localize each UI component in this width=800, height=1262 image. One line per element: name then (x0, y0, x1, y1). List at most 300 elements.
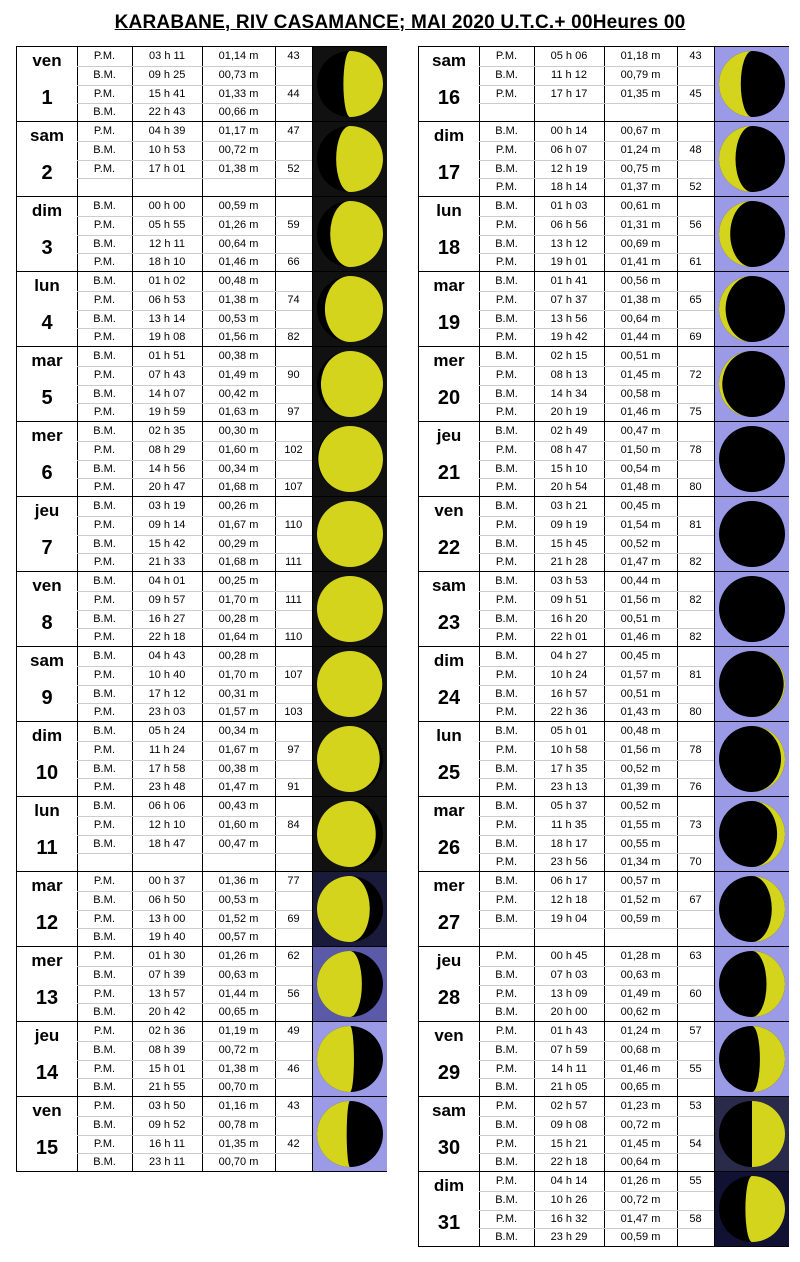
tide-type: B.M. (495, 1081, 518, 1094)
tide-time: 06 h 53 (148, 293, 186, 306)
tide-type: P.M. (495, 593, 518, 606)
tide-type: B.M. (495, 687, 518, 700)
moon-phase-icon (715, 197, 789, 271)
tide-type: P.M. (495, 631, 518, 644)
tide-time: 09 h 51 (550, 593, 588, 606)
tide-type: B.M. (495, 1231, 518, 1244)
tide-type: B.M. (93, 462, 116, 475)
tide-coefficient: 110 (284, 518, 303, 531)
tide-time: 12 h 11 (149, 237, 185, 250)
tide-height: 01,24 m (620, 143, 661, 156)
tide-type: P.M. (495, 1100, 518, 1112)
day-block (17, 197, 387, 272)
tide-coefficient (275, 610, 312, 628)
tide-coefficient: 43 (287, 50, 300, 62)
tide-type: B.M. (93, 425, 116, 437)
day-name: mer (433, 876, 465, 895)
tide-time: 07 h 39 (148, 968, 186, 981)
tide-time: 17 h 01 (148, 162, 186, 175)
tide-height: 00,47 m (620, 425, 661, 437)
tide-height: 01,67 m (218, 518, 259, 531)
tide-height: 01,17 m (218, 125, 259, 137)
tide-time: 03 h 50 (148, 1100, 186, 1112)
tide-height: 01,44 m (218, 987, 259, 1000)
tide-time: 02 h 35 (148, 425, 186, 437)
tide-height: 00,62 m (620, 1006, 661, 1019)
tide-coefficient: 80 (689, 706, 702, 719)
tide-type: P.M. (93, 875, 116, 887)
tide-coefficient (275, 891, 312, 909)
tide-type: P.M. (93, 1137, 116, 1150)
tide-type: P.M. (93, 162, 116, 175)
tide-type: P.M. (495, 368, 518, 381)
tide-time: 23 h 48 (148, 781, 186, 794)
tide-height: 00,70 m (218, 1081, 259, 1094)
day-number: 18 (437, 237, 461, 259)
tide-type: B.M. (93, 537, 116, 550)
tide-coefficient (275, 1078, 312, 1096)
tide-coefficient (677, 103, 714, 121)
tide-time: 10 h 24 (550, 668, 588, 681)
day-block (17, 1097, 387, 1172)
moon-lit-area (752, 1101, 785, 1167)
tide-time: 04 h 01 (148, 575, 186, 587)
day-block (419, 1172, 789, 1247)
tide-coefficient: 84 (287, 818, 300, 831)
tide-type: P.M. (495, 518, 518, 531)
tide-type: B.M. (93, 893, 116, 906)
day-number: 6 (41, 462, 53, 484)
tide-height: 01,45 m (620, 1137, 661, 1150)
tide-coefficient: 46 (287, 1062, 300, 1075)
tide-height: 01,46 m (620, 406, 661, 419)
tide-type: B.M. (495, 312, 518, 325)
tide-coefficient: 73 (689, 818, 702, 831)
tide-type (77, 178, 132, 196)
tide-type: P.M. (495, 50, 518, 62)
tide-height: 01,68 m (218, 556, 259, 569)
tide-time: 06 h 56 (550, 218, 588, 231)
tide-type: P.M. (93, 1062, 116, 1075)
day-number: 10 (35, 762, 59, 784)
tide-height: 01,38 m (218, 293, 259, 306)
moon-phase-icon (715, 872, 789, 946)
tide-coefficient: 60 (689, 987, 702, 1000)
tide-time: 02 h 49 (550, 425, 588, 437)
tide-height: 01,34 m (620, 856, 661, 869)
day-name: dim (433, 1176, 465, 1195)
tide-time: 01 h 02 (148, 275, 186, 287)
day-block (17, 422, 387, 497)
tide-coefficient (677, 66, 714, 84)
tide-height: 00,52 m (620, 762, 661, 775)
tide-height: 01,60 m (218, 818, 259, 831)
moon-phase-icon (715, 47, 789, 121)
tide-type: P.M. (93, 631, 116, 644)
tide-height: 01,16 m (218, 1100, 259, 1112)
tide-coefficient (677, 835, 714, 853)
tide-height: 01,35 m (218, 1137, 259, 1150)
moon-lit-area (336, 126, 383, 192)
day-block (419, 197, 789, 272)
moon-phase-icon (313, 497, 387, 571)
tide-coefficient (275, 141, 312, 159)
tide-height: 00,28 m (218, 612, 259, 625)
tide-height: 00,29 m (218, 537, 259, 550)
tide-height: 00,72 m (218, 143, 259, 156)
tide-type: P.M. (93, 256, 116, 269)
tide-height: 00,57 m (620, 875, 661, 887)
tide-coefficient: 45 (689, 87, 702, 100)
day-block (17, 647, 387, 722)
tide-type: P.M. (93, 950, 116, 962)
tide-time: 17 h 17 (550, 87, 588, 100)
tide-height: 00,59 m (620, 1231, 661, 1244)
tide-coefficient: 70 (689, 856, 702, 869)
tide-coefficient (275, 310, 312, 328)
moon-lit-area (318, 426, 383, 492)
tide-coefficient (275, 1041, 312, 1059)
tide-height: 00,72 m (620, 1118, 661, 1131)
tide-time: 02 h 15 (550, 350, 588, 362)
tide-time: 15 h 42 (148, 537, 186, 550)
moon-phase-icon (715, 347, 789, 421)
moon-lit-area (321, 351, 383, 417)
tide-type: B.M. (93, 500, 116, 512)
tide-time: 14 h 11 (551, 1062, 587, 1075)
tide-time: 19 h 01 (550, 256, 588, 269)
tide-type: P.M. (495, 1025, 518, 1037)
tide-coefficient (677, 422, 714, 440)
tide-coefficient: 107 (284, 668, 303, 681)
tide-type: B.M. (495, 575, 518, 587)
tide-type: B.M. (495, 387, 518, 400)
tide-height: 01,31 m (620, 218, 661, 231)
tide-coefficient: 48 (689, 143, 702, 156)
moon-lit-area (317, 726, 380, 792)
day-number: 21 (437, 462, 461, 484)
day-number: 13 (35, 987, 59, 1009)
day-block (17, 947, 387, 1022)
tide-height: 01,56 m (620, 593, 661, 606)
tide-height: 01,60 m (218, 443, 259, 456)
moon-phase-icon (715, 647, 789, 721)
tide-coefficient: 67 (689, 893, 702, 906)
tide-coefficient: 57 (689, 1025, 702, 1037)
moon-phase-icon (715, 422, 789, 496)
day-name: dim (31, 201, 63, 220)
tide-time: 08 h 13 (550, 368, 588, 381)
tide-coefficient (275, 1003, 312, 1021)
tide-type: B.M. (495, 725, 518, 737)
tide-height: 01,45 m (620, 368, 661, 381)
day-name: ven (32, 51, 62, 70)
tide-coefficient: 81 (689, 668, 702, 681)
tide-type: P.M. (93, 706, 116, 719)
tide-time: 13 h 14 (148, 312, 186, 325)
tide-time: 04 h 39 (148, 125, 186, 137)
day-name: mer (433, 351, 465, 370)
tide-height: 01,47 m (620, 1212, 661, 1225)
tide-height: 00,28 m (218, 650, 259, 662)
tide-height: 01,44 m (620, 331, 661, 344)
tide-time: 15 h 01 (148, 1062, 186, 1075)
tide-time: 11 h 35 (551, 818, 587, 831)
tide-height: 01,47 m (218, 781, 259, 794)
tide-type: P.M. (495, 331, 518, 344)
tide-time: 16 h 11 (149, 1137, 185, 1150)
tide-height: 01,39 m (620, 781, 661, 794)
tide-type: P.M. (495, 87, 518, 100)
moon-phase-icon (313, 197, 387, 271)
tide-coefficient: 59 (287, 218, 300, 231)
tide-type: P.M. (93, 781, 116, 794)
tide-height: 00,51 m (620, 350, 661, 362)
tide-type: P.M. (495, 481, 518, 494)
tide-coefficient: 82 (287, 331, 300, 344)
tide-time: 19 h 08 (148, 331, 186, 344)
tide-height: 00,43 m (218, 800, 259, 812)
tide-time: 12 h 18 (550, 893, 588, 906)
tide-height: 00,30 m (218, 425, 259, 437)
tide-coefficient (677, 1153, 714, 1171)
tide-time: 20 h 00 (550, 1006, 588, 1019)
day-name: jeu (34, 1026, 60, 1045)
tide-coefficient: 52 (689, 181, 702, 194)
tide-time: 18 h 10 (148, 256, 186, 269)
tide-height: 01,49 m (620, 987, 661, 1000)
day-block (419, 797, 789, 872)
tide-height: 01,19 m (218, 1025, 259, 1037)
tide-type: B.M. (495, 837, 518, 850)
moon-lit-area (317, 1026, 354, 1092)
tide-time: 21 h 28 (550, 556, 588, 569)
moon-phase-icon (313, 797, 387, 871)
tide-time: 20 h 54 (550, 481, 588, 494)
tide-coefficient (677, 160, 714, 178)
tide-coefficient: 107 (284, 481, 303, 494)
tide-time: 03 h 19 (148, 500, 186, 512)
day-name: lun (436, 201, 462, 220)
tide-time: 07 h 43 (148, 368, 186, 381)
tide-type: P.M. (495, 443, 518, 456)
moon-lit-area (317, 876, 370, 942)
tide-time: 04 h 27 (550, 650, 588, 662)
tide-type: B.M. (495, 875, 518, 887)
tide-height: 00,45 m (620, 650, 661, 662)
day-name: jeu (436, 426, 462, 445)
day-number: 2 (41, 162, 53, 184)
tide-coefficient: 54 (689, 1137, 702, 1150)
tide-coefficient: 102 (284, 443, 303, 456)
tide-coefficient (275, 235, 312, 253)
tide-type: P.M. (93, 368, 116, 381)
tide-height (604, 928, 677, 946)
tide-coefficient (677, 1191, 714, 1209)
tide-height: 01,46 m (620, 631, 661, 644)
moon-phase-icon (313, 647, 387, 721)
tide-time: 20 h 47 (148, 481, 186, 494)
tide-coefficient (275, 272, 312, 290)
tide-height: 00,69 m (620, 237, 661, 250)
tide-coefficient (275, 103, 312, 121)
moon-lit-area (343, 51, 383, 117)
tide-time: 10 h 26 (550, 1193, 588, 1206)
tide-time: 20 h 42 (148, 1006, 186, 1019)
tide-type (479, 103, 534, 121)
tide-coefficient: 42 (287, 1137, 300, 1150)
tide-height: 01,57 m (620, 668, 661, 681)
tide-coefficient: 56 (287, 987, 300, 1000)
tide-coefficient (677, 1116, 714, 1134)
day-name: ven (434, 1026, 464, 1045)
tide-type: P.M. (93, 987, 116, 1000)
tide-coefficient (677, 122, 714, 140)
tide-height: 00,68 m (620, 1043, 661, 1056)
tide-height: 01,70 m (218, 668, 259, 681)
tide-type: P.M. (495, 143, 518, 156)
tide-height (202, 178, 275, 196)
tide-type: B.M. (495, 912, 518, 925)
tide-type: B.M. (495, 462, 518, 475)
day-number: 28 (437, 987, 461, 1009)
moon-phase-icon (313, 572, 387, 646)
tide-type: B.M. (495, 1193, 518, 1206)
tide-coefficient (275, 385, 312, 403)
tide-type: B.M. (93, 612, 116, 625)
tide-height: 00,78 m (218, 1118, 259, 1131)
tide-coefficient: 82 (689, 556, 702, 569)
tide-type: P.M. (495, 256, 518, 269)
tide-height: 01,49 m (218, 368, 259, 381)
tide-time: 03 h 21 (550, 500, 588, 512)
tide-time: 16 h 57 (550, 687, 588, 700)
tide-height: 01,48 m (620, 481, 661, 494)
tide-height: 00,51 m (620, 612, 661, 625)
tide-time: 09 h 52 (148, 1118, 186, 1131)
tide-height: 01,26 m (620, 1175, 661, 1187)
tide-time: 16 h 32 (550, 1212, 588, 1225)
tide-coefficient: 82 (689, 631, 702, 644)
tide-time: 06 h 17 (550, 875, 588, 887)
tide-type: P.M. (93, 481, 116, 494)
day-number: 27 (437, 912, 461, 934)
tide-type: P.M. (495, 181, 518, 194)
day-block (17, 572, 387, 647)
day-block (419, 1022, 789, 1097)
day-number: 31 (437, 1212, 461, 1234)
tide-height: 00,75 m (620, 162, 661, 175)
tide-coefficient (275, 1116, 312, 1134)
tide-type: P.M. (93, 912, 116, 925)
tide-coefficient (677, 572, 714, 590)
tide-type: P.M. (93, 331, 116, 344)
day-block (17, 272, 387, 347)
tide-coefficient: 55 (689, 1175, 702, 1187)
tide-height: 00,45 m (620, 500, 661, 512)
day-number: 20 (437, 387, 461, 409)
tide-table-right (418, 46, 789, 1247)
tide-time: 23 h 13 (550, 781, 588, 794)
tide-coefficient: 63 (689, 950, 702, 962)
tide-type: P.M. (495, 706, 518, 719)
tide-coefficient (677, 347, 714, 365)
day-number: 23 (437, 612, 461, 634)
tide-coefficient (677, 385, 714, 403)
day-name: sam (431, 576, 467, 595)
tide-type: B.M. (93, 350, 116, 362)
tide-time: 16 h 20 (550, 612, 588, 625)
tide-type: P.M. (495, 406, 518, 419)
tide-time: 16 h 27 (148, 612, 186, 625)
day-block (419, 1097, 789, 1172)
tide-coefficient: 76 (689, 781, 702, 794)
day-block (17, 872, 387, 947)
tide-time: 10 h 53 (148, 143, 186, 156)
day-number: 3 (41, 237, 53, 259)
tide-coefficient: 65 (689, 293, 702, 306)
tide-type: P.M. (93, 556, 116, 569)
tide-coefficient (677, 460, 714, 478)
tide-height: 01,52 m (218, 912, 259, 925)
tide-height: 01,23 m (620, 1100, 661, 1112)
tide-time: 05 h 37 (550, 800, 588, 812)
tide-coefficient: 49 (287, 1025, 300, 1037)
tide-coefficient: 44 (287, 87, 300, 100)
tide-time: 00 h 00 (148, 200, 186, 212)
tide-type: P.M. (93, 518, 116, 531)
tide-type: B.M. (495, 350, 518, 362)
tide-time: 10 h 58 (550, 743, 588, 756)
tide-type: P.M. (495, 218, 518, 231)
tide-time: 01 h 43 (550, 1025, 588, 1037)
tide-height: 00,59 m (620, 912, 661, 925)
tide-time: 15 h 45 (550, 537, 588, 550)
tide-type: P.M. (495, 668, 518, 681)
day-name: mer (31, 426, 63, 445)
day-name: sam (431, 1101, 467, 1120)
tide-height: 00,72 m (218, 1043, 259, 1056)
moon-phase-icon (715, 122, 789, 196)
tide-type: B.M. (93, 312, 116, 325)
day-number: 22 (437, 537, 461, 559)
day-name: dim (433, 651, 465, 670)
day-name: sam (29, 651, 65, 670)
tide-height: 00,57 m (218, 931, 259, 944)
day-block (419, 347, 789, 422)
tide-height: 00,31 m (218, 687, 259, 700)
tide-coefficient (275, 760, 312, 778)
moon-phase-icon (313, 422, 387, 496)
tide-coefficient (275, 178, 312, 196)
day-number: 30 (437, 1137, 461, 1159)
tide-type: B.M. (93, 1043, 116, 1056)
tide-coefficient (677, 272, 714, 290)
moon-phase-icon (715, 722, 789, 796)
tide-type (479, 928, 534, 946)
tide-coefficient: 90 (287, 368, 300, 381)
tide-coefficient (275, 497, 312, 515)
tide-type (77, 853, 132, 871)
tide-coefficient: 81 (689, 518, 702, 531)
day-block (17, 347, 387, 422)
tide-time: 22 h 18 (550, 1156, 588, 1169)
tide-time: 05 h 55 (148, 218, 186, 231)
tide-time: 08 h 29 (148, 443, 186, 456)
moon-phase-icon (715, 572, 789, 646)
tide-time: 23 h 29 (550, 1231, 588, 1244)
day-block (419, 647, 789, 722)
